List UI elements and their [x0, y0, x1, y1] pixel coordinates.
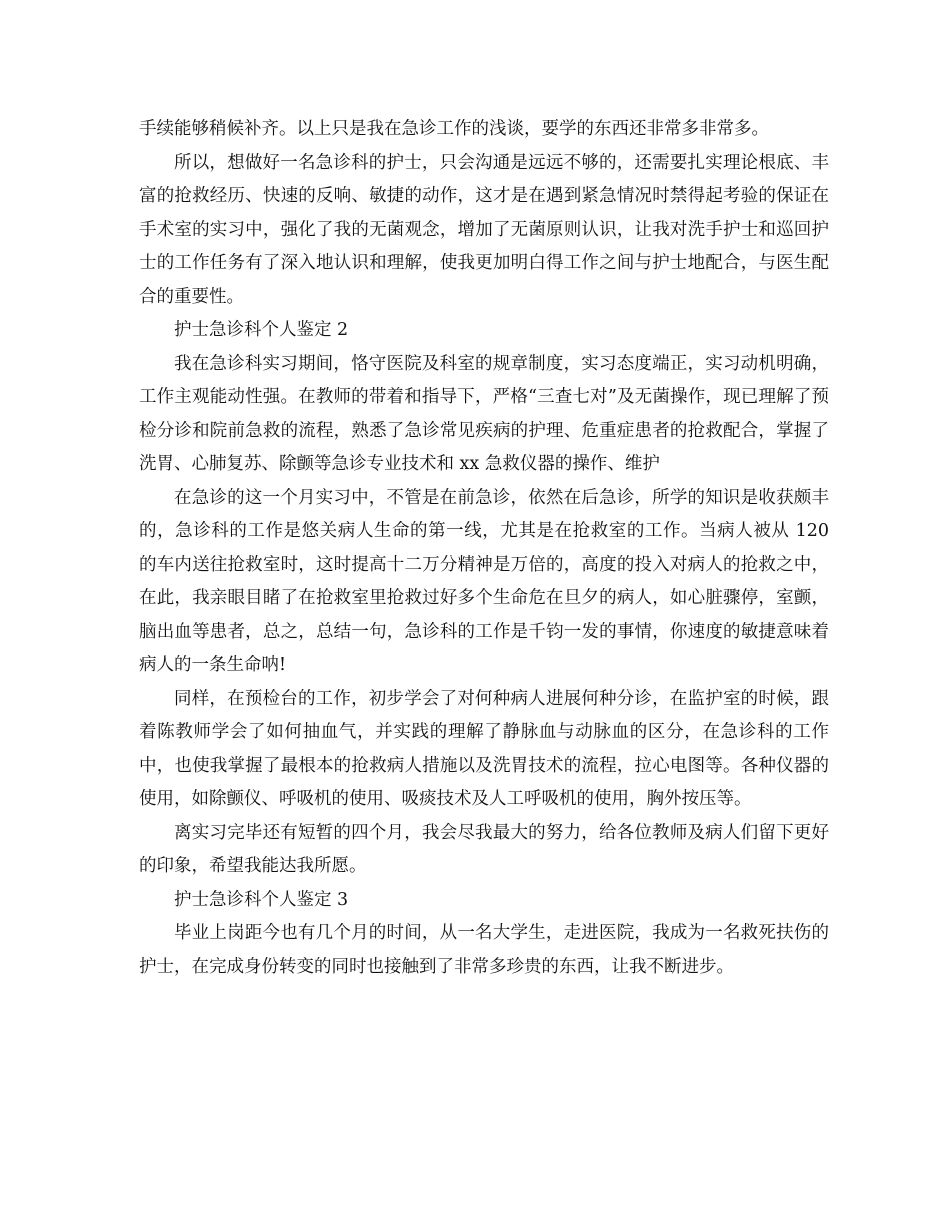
section-heading: 护士急诊科个人鉴定 3	[174, 889, 349, 910]
paragraph: 同样，在预检台的工作，初步学会了对何种病人进展何种分诊，在监护室的时候，跟着陈教师学会了如何抽血气，并实践的理解了静脉血与动脉血的区分，在急诊科的工作中，也使我掌握了最根本的抢救病人措施以及洗胃技术的流程，拉心电图等。各种仪器的使用，如除颤仪、呼吸机的使用、吸痰技术及人工呼吸机的使用，胸外按压等。	[139, 688, 829, 809]
paragraph: 毕业上岗距今也有几个月的时间，从一名大学生，走进医院，我成为一名救死扶伤的护士，在完成身份转变的同时也接触到了非常多珍贵的东西，让我不断进步。	[139, 923, 829, 977]
document-body	[139, 113, 829, 984]
section-heading: 护士急诊科个人鉴定 2	[174, 320, 349, 340]
paragraph: 在急诊的这一个月实习中，不管是在前急诊，依然在后急诊，所学的知识是收获颇丰的，急诊科的工作是悠关病人生命的第一线，尤其是在抢救室的工作。当病人被从 120 的车内送往抢救室时，这时提高十二万分精神是万倍的，高度的投入对病人的抢救之中，在此，我亲眼目睹了在抢救室里抢救过好多个生命危在旦夕的病人，如心脏骤停，室颤，脑出血等患者，总之，总结一句，急诊科的工作是千钧一发的事情，你速度的敏捷意味着病人的一条生命呐!	[139, 487, 829, 675]
paragraph-continuation: 手续能够稍候补齐。以上只是我在急诊工作的浅谈，要学的东西还非常多非常多。	[139, 119, 769, 139]
paragraph: 所以，想做好一名急诊科的护士，只会沟通是远远不够的，还需要扎实理论根底、丰富的抢救经历、快速的反响、敏捷的动作，这才是在遇到紧急情况时禁得起考验的保证在手术室的实习中，强化了我的无菌观念，增加了无菌原则认识，让我对洗手护士和巡回护士的工作任务有了深入地认识和理解，使我更加明白得工作之间与护士地配合，与医生配合的重要性。	[139, 152, 829, 307]
paragraph: 我在急诊科实习期间，恪守医院及科室的规章制度，实习态度端正，实习动机明确，工作主观能动性强。在教师的带着和指导下，严格“三查七对”及无菌操作，现已理解了预检分诊和院前急救的流程，熟悉了急诊常见疾病的护理、危重症患者的抢救配合，掌握了洗胃、心肺复苏、除颤等急诊专业技术和 xx 急救仪器的操作、维护	[139, 353, 829, 474]
paragraph: 离实习完毕还有短暂的四个月，我会尽我最大的努力，给各位教师及病人们留下更好的印象，希望我能达我所愿。	[139, 822, 829, 876]
